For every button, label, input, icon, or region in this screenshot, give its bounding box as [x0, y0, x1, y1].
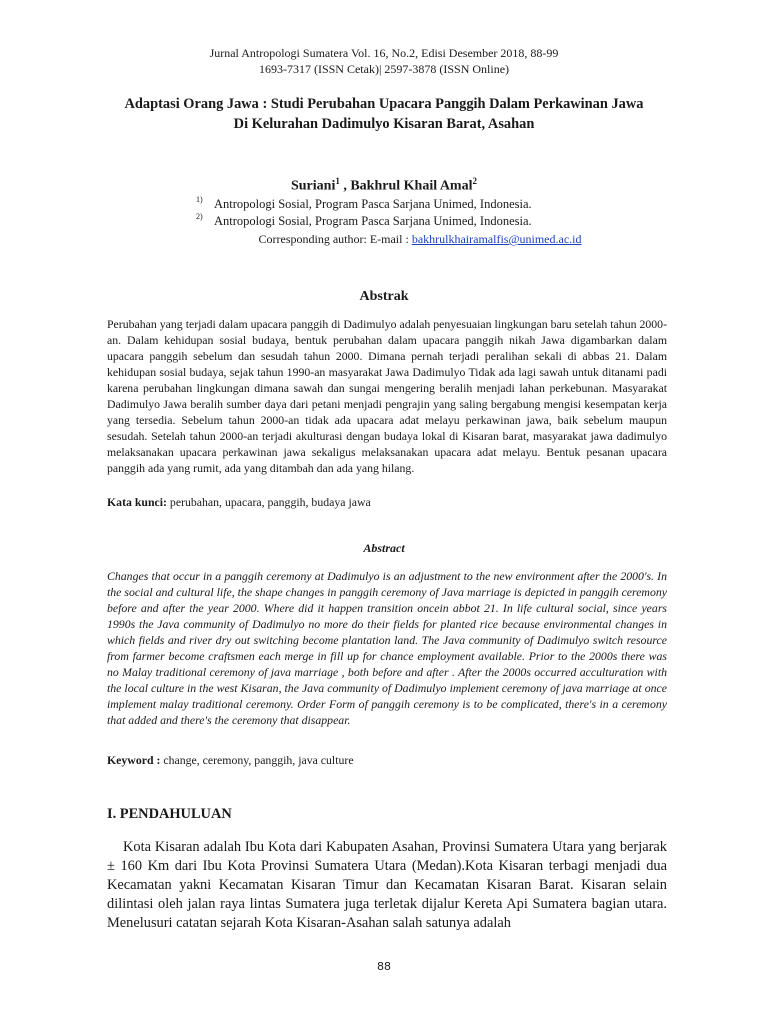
keywords-label: Keyword : — [107, 753, 161, 767]
keywords-text: perubahan, upacara, panggih, budaya jawa — [166, 495, 371, 509]
abstrak-keywords — [107, 494, 667, 510]
corresponding-author — [0, 231, 768, 247]
section-heading: I. PENDAHULUAN — [107, 806, 232, 822]
affiliation-item — [196, 212, 532, 232]
author-affiliation-marker: 1 — [335, 176, 340, 186]
title-line-2: Di Kelurahan Dadimulyo Kisaran Barat, Asahan — [233, 116, 535, 132]
keywords-label: Kata kunci: — [107, 495, 167, 509]
author-separator: , — [339, 178, 351, 194]
page-number: 88 — [377, 960, 391, 973]
affiliation-text: Antropologi Sosial, Program Pasca Sarjana Unimed, Indonesia. — [214, 197, 532, 211]
title-line-1: Adaptasi Orang Jawa : Studi Perubahan Upacara Panggih Dalam Perkawinan Jawa — [124, 96, 644, 112]
abstract-body: Changes that occur in a panggih ceremony at Dadimulyo is an adjustment to the new environment after the 2000's. In the social and cultural life, the shape changes in panggih ceremony of Java marriage is depicted in panggih ceremony before and after the year 2000. Where did it happen transition oncein abbot 21. In life cultural social, since years 1990s the Java community of Dadimulyo no more do their fields for planted rice because environmental changes in which fields and river dry out switching become plantation land. The Java community of Dadimulyo switch resource from farmer become craftsmen each merge in fill up for chance employment available. Prior to the 2000s there was no Malay traditional ceremony of java marriage , both before and after . After the 2000s occurred acculturation with the local culture in the west Kisaran, the Java community of Dadimulyo implement ceremony of java marriage at once implement malay traditional ceremony. Order Form of panggih ceremony is to be complicated, there's in a ceremony that added and there's the ceremony that disappear. — [107, 569, 667, 727]
affiliation-marker: 1) — [196, 195, 203, 204]
paper-title — [60, 94, 708, 134]
affiliation-marker: 2) — [196, 212, 203, 221]
journal-issn: 1693-7317 (ISSN Cetak)| 2597-3878 (ISSN Online) — [258, 62, 510, 76]
abstrak-heading: Abstrak — [359, 289, 409, 304]
corresponding-label: Corresponding author: E-mail : — [258, 232, 412, 246]
journal-header — [0, 45, 768, 77]
author-list — [0, 172, 768, 196]
author-name: Suriani — [290, 178, 336, 194]
abstract-keywords — [107, 752, 667, 768]
author-name: Bakhrul Khail Amal — [350, 178, 473, 194]
keywords-text: change, ceremony, panggih, java culture — [160, 753, 354, 767]
section-body: Kota Kisaran adalah Ibu Kota dari Kabupaten Asahan, Provinsi Sumatera Utara yang berjarak ± 160 Km dari Ibu Kota Provinsi Sumatera Utara (Medan).Kota Kisaran terbagi menjadi dua Kecamatan yakni Kecamatan Kisaran Timur dan Kecamatan Kisaran Barat. Kisaran selain dilintasi oleh jalan raya lintas Sumatera juga terletak dijalur Kereta Api Sumatera bagian utara. Menelusuri catatan sejarah Kota Kisaran-Asahan salah satunya adalah — [107, 839, 667, 931]
journal-citation: Jurnal Antropologi Sumatera Vol. 16, No.2, Edisi Desember 2018, 88-99 — [209, 46, 559, 60]
abstract-heading: Abstract — [363, 541, 405, 555]
author-affiliation-marker: 2 — [472, 176, 477, 186]
abstrak-body: Perubahan yang terjadi dalam upacara panggih di Dadimulyo adalah penyesuaian lingkungan baru setelah tahun 2000-an. Dalam kehidupan sosial budaya, bentuk perubahan dalam upacara panggih nikah Jawa digambarkan dalam upacara panggih sebelum dan sesudah tahun 2000. Dimana pernah terjadi peralihan sekali di abbas 21. Dalam kehidupan sosial budaya, sejak tahun 1990-an masyarakat Jawa Dadimulyo Tidak ada lagi sawah untuk ditanami padi karena perubahan lingkungan dimana sawah dan sungai mengering beralih menjadi lahan perkebunan. Masyarakat Dadimulyo Jawa beralih sumber daya dari petani menjadi pengrajin yang saling bergabung mengisi kesempatan kerja yang tersedia. Sebelum tahun 2000-an tidak ada upacara adat melayu perkawinan jawa, baik sebelum maupun sesudah. Setelah tahun 2000-an terjadi akulturasi dengan budaya lokal di Kisaran barat, masyarakat jawa dadimulyo melaksanakan upacara perkawinan jawa sekaligus melaksanakan upacara adat melayu. Bentuk pesanan upacara panggih ada yang rumit, ada yang ditambah dan ada yang hilang. — [107, 317, 667, 475]
affiliation-text: Antropologi Sosial, Program Pasca Sarjana Unimed, Indonesia. — [214, 214, 532, 228]
email-link[interactable]: bakhrulkhairamalfis@unimed.ac.id — [411, 232, 582, 246]
